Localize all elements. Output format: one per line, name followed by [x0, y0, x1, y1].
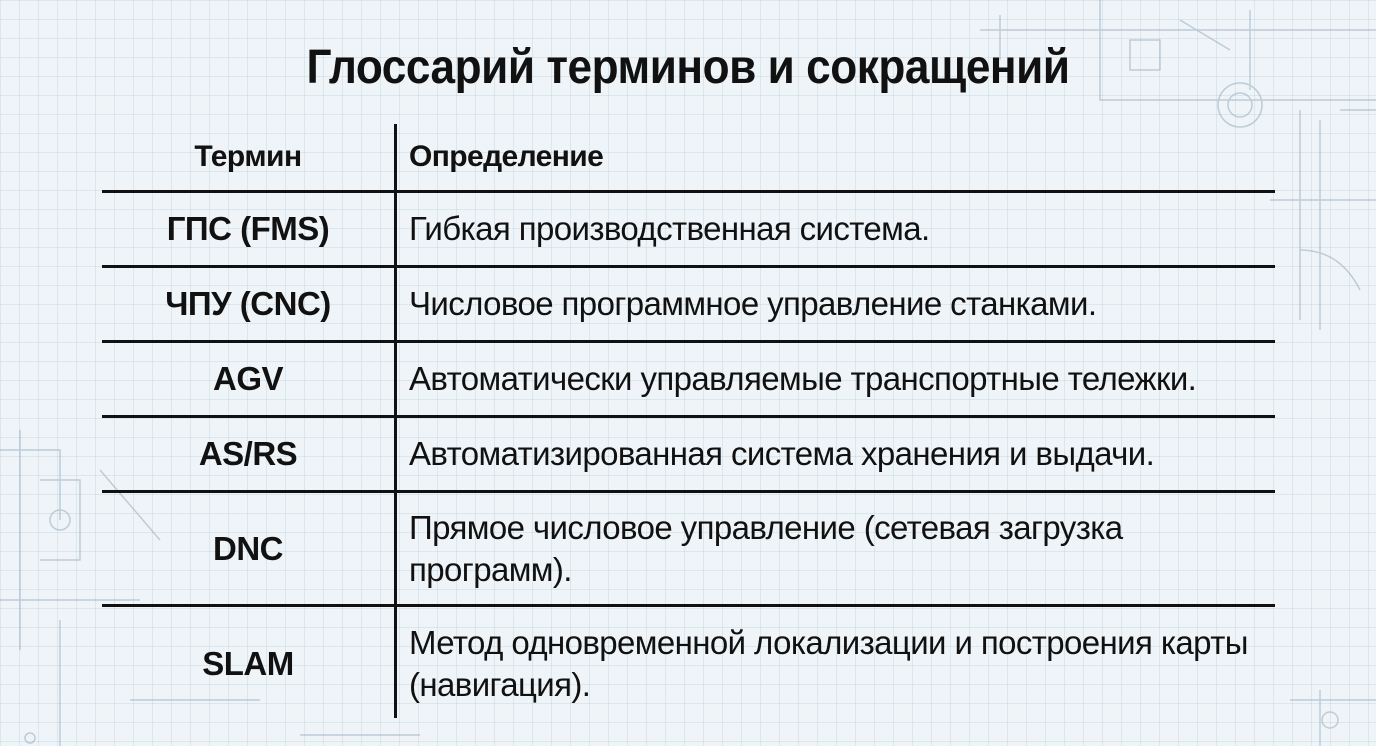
header-term: Термин: [194, 140, 302, 173]
table-row: [102, 493, 1275, 607]
definition-cell: Гибкая производственная система.: [409, 210, 930, 247]
table-row: [102, 268, 1275, 343]
page-title: Глоссарий терминов и сокращений: [306, 41, 1070, 94]
table-row: [102, 193, 1275, 268]
table-row: [102, 418, 1275, 493]
definition-cell: Числовое программное управление станками.: [409, 285, 1097, 322]
definition-cell: Прямое числовое управление (сетевая загрузка программ).: [409, 508, 1123, 588]
term-cell: DNC: [213, 529, 283, 567]
definition-cell: Автоматизированная система хранения и выдачи.: [409, 435, 1155, 472]
term-cell: AGV: [212, 360, 283, 397]
table-header-row: [102, 124, 1275, 193]
term-cell: SLAM: [202, 645, 294, 682]
table-row: [102, 607, 1275, 721]
term-cell: ЧПУ (CNC): [165, 285, 331, 322]
table-row: [102, 343, 1275, 418]
definition-cell: Метод одновременной локализации и построения карты (навигация).: [409, 624, 1248, 703]
term-cell: AS/RS: [198, 435, 298, 472]
term-cell: ГПС (FMS): [166, 210, 330, 247]
glossary-table: [102, 124, 1275, 721]
definition-cell: Автоматически управляемые транспортные тележки.: [409, 360, 1197, 397]
column-divider: [394, 124, 397, 718]
header-definition: Определение: [409, 140, 604, 173]
